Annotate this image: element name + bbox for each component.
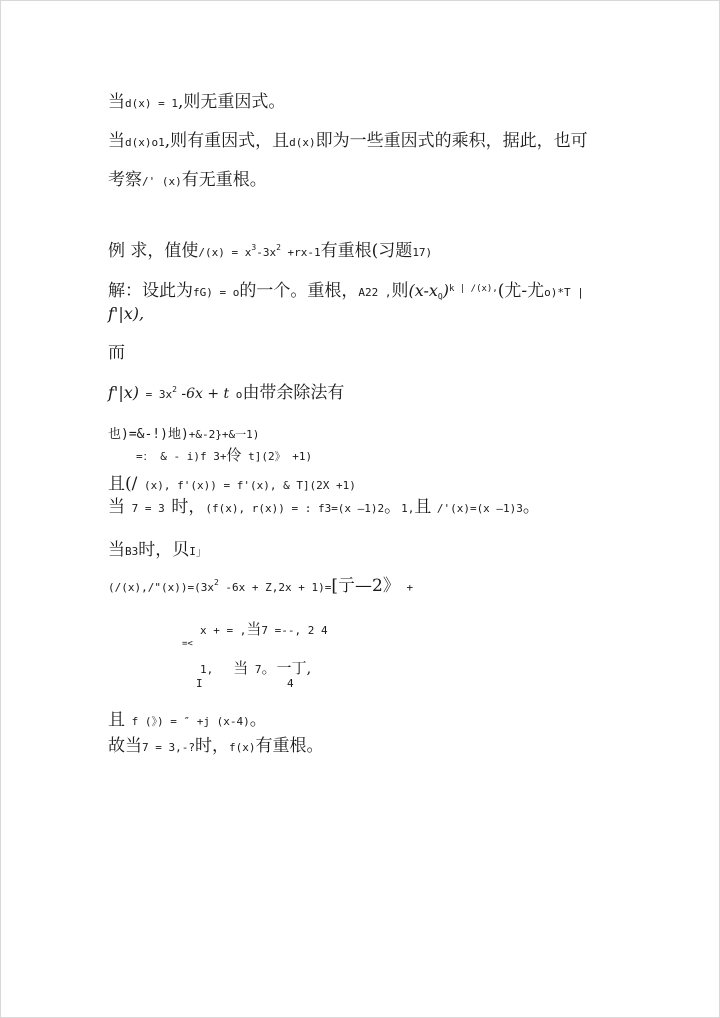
piecewise-case-1 (200, 621, 328, 637)
formula: o)*T | (544, 286, 584, 299)
text: 当 (108, 131, 125, 151)
formula: f'|x) (108, 383, 139, 402)
gcd-line-1 (108, 476, 356, 493)
formula: -6x + t (176, 386, 230, 402)
formula: 也)=&-!)地) (108, 427, 189, 442)
formula: 1, (401, 502, 415, 515)
formula: (f(x), r(x)) = : f3=(x —1)2 (205, 502, 385, 515)
text: 。 (384, 497, 402, 517)
text: ,则有重因式，且 (164, 131, 290, 151)
superscript: 2 (213, 578, 219, 587)
formula: 2 4 (301, 624, 328, 637)
text: 。 (249, 710, 267, 730)
text: 。 (522, 497, 540, 517)
formula: (x-x (408, 281, 438, 300)
formula: x + = , (200, 624, 247, 637)
text: 当 (108, 540, 125, 560)
superscript: 2 (172, 385, 177, 394)
formula: -3x (256, 246, 277, 259)
text: 时， (194, 736, 229, 756)
text: 故当 (108, 736, 142, 756)
formula: =： & - i)f 3+ (136, 450, 227, 463)
formula: 1, (200, 663, 214, 676)
formula: d(x) = 1 (125, 97, 178, 110)
text: 有重根(习题 (320, 241, 413, 261)
solution-line (108, 283, 584, 301)
text: 考察 (108, 170, 142, 190)
line-has-repeated-factor (108, 133, 588, 150)
text: 解：设此为 (108, 281, 193, 301)
line-examine-roots (108, 172, 267, 189)
text: 。一丁, (261, 659, 312, 677)
formula: k | /(x), (448, 284, 498, 294)
text: 且 (414, 497, 437, 517)
text: 且(/ (108, 474, 138, 494)
case-b3 (108, 542, 207, 559)
text: 有无重根。 (181, 170, 267, 190)
subscript: Q (437, 292, 443, 301)
formula: t](2》 +1) (241, 450, 313, 463)
formula: +rx-1 (280, 246, 321, 259)
text: 时，贝 (138, 540, 190, 560)
formula: f (》) = ″ +j (x-4) (125, 715, 250, 728)
text: ,则无重因式。 (177, 92, 286, 112)
text: 当 (108, 497, 125, 517)
piecewise-case-3-left: I (196, 677, 203, 690)
piecewise-case-2 (200, 660, 311, 676)
formula: A22 , (358, 286, 392, 299)
formula: f(x) (228, 741, 256, 754)
text: 当 (108, 92, 125, 112)
formula: (x), f'(x)) = f'(x), & T](2X +1) (137, 479, 356, 492)
formula: = 3x (138, 388, 173, 401)
case-t-equals-3 (108, 499, 540, 516)
formula: 7 (248, 663, 262, 676)
piecewise-case-3-right: 4 (287, 677, 294, 690)
text: 则 (391, 281, 409, 301)
formula: + (399, 581, 414, 594)
text: 例 求，值使 (108, 241, 199, 261)
formula: 7 = 3 (125, 502, 172, 515)
formula: fG) = o (193, 286, 240, 299)
text: [亍—2》 (331, 576, 400, 596)
text: 且 (108, 710, 125, 730)
formula: /'(x)=(x —1)3 (436, 502, 523, 515)
text: 伶 (226, 446, 242, 464)
formula: /(x) = x (198, 246, 252, 259)
formula: d(x) (289, 136, 316, 149)
conclusion-line (108, 738, 323, 755)
formula: f'|x), (108, 304, 145, 323)
formula: 7 = 3,-? (142, 741, 195, 754)
division-line-2 (136, 447, 312, 463)
gcd-line-2 (108, 578, 413, 595)
derivative-line (108, 385, 344, 402)
formula: +&-2}+&一1) (188, 428, 260, 441)
formula: 17) (412, 246, 433, 259)
superscript: 2 (276, 243, 281, 252)
text: 的一个。重根， (239, 281, 359, 301)
text: 由带余除法有 (242, 383, 345, 403)
text: 当 (246, 620, 262, 638)
text: 时， (171, 497, 206, 517)
text: 即为一些重因式的乘积，据此，也可 (315, 131, 588, 151)
solution-line-2 (108, 306, 144, 322)
formula: d(x)o1 (125, 136, 165, 149)
formula: ) (442, 281, 449, 300)
text: 当 (233, 659, 249, 677)
formula: o (229, 388, 243, 401)
formula: /' (x) (142, 175, 182, 188)
piecewise-brace: =< (182, 639, 193, 649)
formula: -6x + Z,2x + 1)= (218, 581, 332, 594)
er-word: 而 (108, 343, 125, 363)
formula: (/(x),/"(x))=(3x (108, 581, 214, 594)
formula: I」 (189, 545, 207, 558)
quotient-line (108, 712, 267, 729)
superscript: 3 (251, 243, 257, 252)
example-statement (108, 243, 432, 260)
text: (尤-尤 (497, 281, 545, 301)
line-no-repeated-factor (108, 94, 285, 111)
formula: 7 =--, (261, 624, 302, 637)
formula: B3 (125, 545, 139, 558)
division-line-1 (108, 425, 259, 441)
text: 有重根。 (255, 736, 324, 756)
